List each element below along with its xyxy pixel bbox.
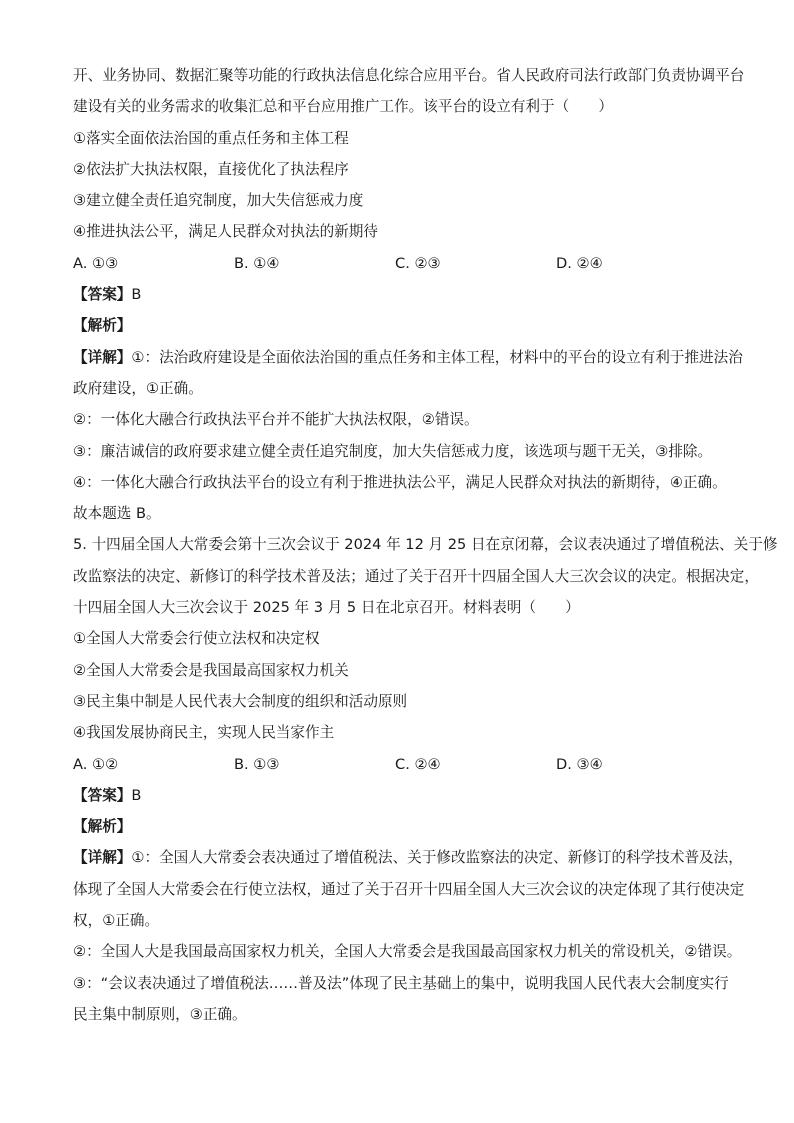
question-5-stem <box>73 529 778 623</box>
explanation-text: ①：全国人大常委会表决通过了增值税法、关于修改监察法的决定、新修订的科学技术普及法， <box>131 849 743 867</box>
stem-line: 5. 十四届全国人大常委会第十三次会议于 2024 年 12 月 25 日在京闭幕，会议表决通过了增值税法、关于修 <box>73 536 778 554</box>
explanation-text: ①：法治政府建设是全面依法治国的重点任务和主体工程，材料中的平台的设立有利于推进法治 <box>131 348 743 366</box>
detail-tag: 【详解】 <box>73 348 132 366</box>
explanation-line: ④：一体化大融合行政执法平台的设立有利于推进执法公平，满足人民群众对执法的新期待，④正确。 <box>73 473 727 491</box>
question-4-answer <box>73 279 733 310</box>
question-4-statements <box>73 123 733 248</box>
question-4-explanation <box>73 342 743 530</box>
stem-line: 建设有关的业务需求的收集汇总和平台应用推广工作。该平台的设立有利于（ ） <box>73 98 613 116</box>
option-d: D. ③④ <box>556 755 603 773</box>
option-b: B. ①③ <box>234 755 280 773</box>
statement: ①落实全面依法治国的重点任务和主体工程 <box>73 129 349 147</box>
stem-line: 开、业务协同、数据汇聚等功能的行政执法信息化综合应用平台。省人民政府司法行政部门负责协调平台 <box>73 67 745 84</box>
question-5-analysis-tag: 【解析】 <box>73 818 132 836</box>
question-4-options <box>73 248 733 279</box>
explanation-line <box>73 342 743 373</box>
statement: ②全国人大常委会是我国最高国家权力机关 <box>73 661 349 679</box>
explanation-line <box>73 842 743 873</box>
explanation-line: ③：廉洁诚信的政府要求建立健全责任追究制度，加大失信惩戒力度，该选项与题干无关，③排除。 <box>73 442 713 460</box>
explanation-line: 民主集中制原则，③正确。 <box>73 1005 247 1023</box>
option-a: A. ①③ <box>73 254 119 272</box>
statement: ③建立健全责任追究制度，加大失信惩戒力度 <box>73 192 364 210</box>
question-5-answer <box>73 780 733 811</box>
answer-value: B <box>131 786 142 804</box>
answer-tag: 【答案】 <box>73 786 132 804</box>
document-page <box>73 60 778 1030</box>
option-d: D. ②④ <box>556 254 603 272</box>
statement: ②依法扩大执法权限，直接优化了执法程序 <box>73 160 349 178</box>
explanation-line: 政府建设，①正确。 <box>73 379 203 397</box>
explanation-line: 体现了全国人大常委会在行使立法权，通过了关于召开十四届全国人大三次会议的决定体现了其行使决定 <box>73 880 745 898</box>
statement: ③民主集中制是人民代表大会制度的组织和活动原则 <box>73 692 408 710</box>
answer-tag: 【答案】 <box>73 286 132 304</box>
option-a: A. ①② <box>73 755 119 773</box>
answer-value: B <box>131 286 142 304</box>
option-c: C. ②④ <box>395 755 441 773</box>
explanation-line: ②：全国人大是我国最高国家权力机关，全国人大常委会是我国最高国家权力机关的常设机关，②错误。 <box>73 943 742 961</box>
option-b: B. ①④ <box>234 254 280 272</box>
question-4-analysis-tag: 【解析】 <box>73 317 132 335</box>
question-4-stem <box>73 60 745 123</box>
explanation-line: ③：“会议表决通过了增值税法……普及法”体现了民主基础上的集中，说明我国人民代表大会制度实行 <box>73 974 729 992</box>
option-c: C. ②③ <box>395 254 441 272</box>
statement: ④推进执法公平，满足人民群众对执法的新期待 <box>73 223 378 241</box>
statement: ①全国人大常委会行使立法权和决定权 <box>73 630 320 648</box>
statement: ④我国发展协商民主，实现人民当家作主 <box>73 724 335 742</box>
stem-line: 十四届全国人大三次会议于 2025 年 3 月 5 日在北京召开。材料表明（ ） <box>73 599 580 617</box>
explanation-line: 故本题选 B。 <box>73 505 161 523</box>
stem-line: 改监察法的决定、新修订的科学技术普及法；通过了关于召开十四届全国人大三次会议的决定。根据决定， <box>73 567 759 585</box>
detail-tag: 【详解】 <box>73 849 132 867</box>
explanation-line: ②：一体化大融合行政执法平台并不能扩大执法权限，②错误。 <box>73 411 479 429</box>
explanation-line: 权，①正确。 <box>73 912 160 930</box>
question-5-explanation <box>73 842 745 1030</box>
question-5-options <box>73 749 733 780</box>
question-5-statements <box>73 623 733 748</box>
